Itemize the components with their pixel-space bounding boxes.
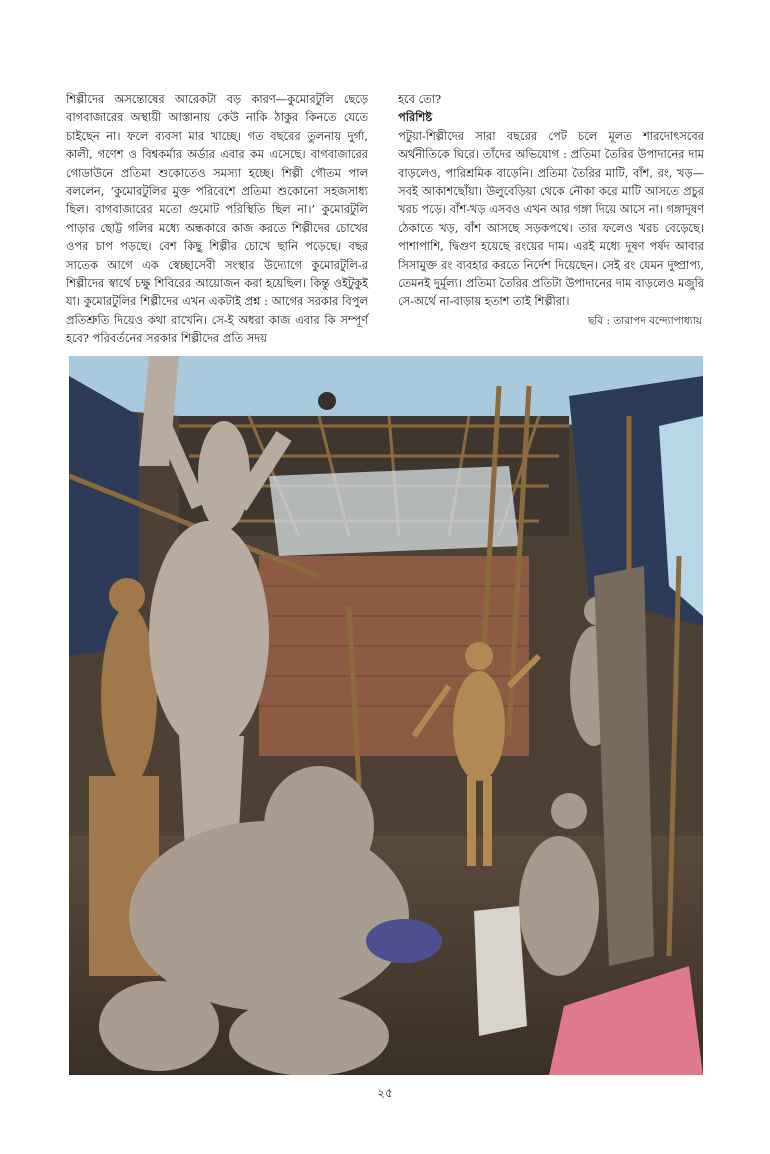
left-column — [66, 90, 368, 348]
blue-cloth — [366, 919, 442, 963]
left-paragraph: শিল্পীদের অসন্তোষের আরেকটা বড় কারণ—কুমোরটুলি ছেড়ে বাগবাজারের অস্থায়ী আস্তানায় কেউ নাকি ঠাকুর কিনতে যেতে চাইছেন না। ফলে ব্যবসা মার খাচ্ছে। গত বছরের তুলনায় দুর্গা, কালী, গণেশ ও বিশ্বকর্মার অর্ডার এবার কম এসেছে। বাগবাজারের গোডাউনে প্রতিমা শুকোতেও সমস্যা হচ্ছে। শিল্পী গৌতম পাল বললেন, ‘কুমোরটুলির মুক্ত পরিবেশে প্রতিমা শুকোনো সহজসাধ্য ছিল। বাগবাজারের মতো গুমোট পরিস্থিতি ছিল না।’ কুমোরটুলি পাড়ার ছোট্ট গলির মধ্যে অন্ধকারে কাজ করতে শিল্পীদের চোখের ওপর চাপ পড়ছে। বেশ কিছু শিল্পীর চোখে ছানি পড়েছে। বছর সাতেক আগে এক স্বেচ্ছাসেবী সংস্থার উদ্যোগে কুমোরটুলি-র শিল্পীদের স্বার্থে চক্ষু শিবিরের আয়োজন করা হয়েছিল। কিন্তু ওইটুকুই যা। কুমোরটুলির শিল্পীদের এখন একটাই প্রশ্ন : আগের সরকার বিপুল প্রতিশ্রুতি দিয়েও কথা রাখেনি। সে-ই অধরা কাজ এবার কি সম্পূর্ণ হবে? পরিবর্তনের সরকার শিল্পীদের প্রতি সদয় — [66, 92, 368, 346]
ceiling-fan — [318, 392, 336, 410]
white-sack — [474, 906, 527, 1036]
page-number: ২৫ — [377, 1086, 393, 1100]
continuation-line: হবে তো? — [398, 92, 442, 106]
subheading: পরিশিষ্ট — [398, 110, 433, 125]
photo-credit: ছবি : তারাপদ বন্দ্যোপাধ্যায় — [587, 315, 702, 327]
right-column — [398, 90, 704, 311]
right-paragraph: পটুয়া-শিল্পীদের সারা বছরের পেট চলে মূলত শারদোৎসবের অর্থনীতিকে ঘিরে। তাঁদের অভিযোগ : প্রতিমা তৈরির উপাদানের দাম বাড়লেও, পারিশ্রমিক বাড়েনি। প্রতিমা তৈরির মাটি, বাঁশ, রং, খড়—সবই আকাশছোঁয়া। উলুবেড়িয়া থেকে নৌকা করে মাটি আসতে প্রচুর খরচ পড়ে। বাঁশ-খড় এসবও এখন আর গঙ্গা দিয়ে আসে না। গঙ্গাদূষণ ঠেকাতে খড়, বাঁশ আসছে সড়কপথে। তার ফলেও খরচ বেড়েছে। পাশাপাশি, দ্বিগুণ হয়েছে রংয়ের দাম। এরই মধ্যে দূষণ পর্ষদ আবার সিসামুক্ত রং ব্যবহার করতে নির্দেশ দিয়েছেন। সেই রং যেমন দুষ্প্রাপ্য, তেমনই দুর্মূল্য। প্রতিমা তৈরির প্রতিটা উপাদানের দাম বাড়লেও মজুরি সে-অর্থে না-বাড়ায় হতাশ তাই শিল্পীরা। — [398, 128, 704, 309]
workshop-photo — [69, 356, 703, 1075]
workshop-photo-illustration — [69, 356, 703, 1075]
